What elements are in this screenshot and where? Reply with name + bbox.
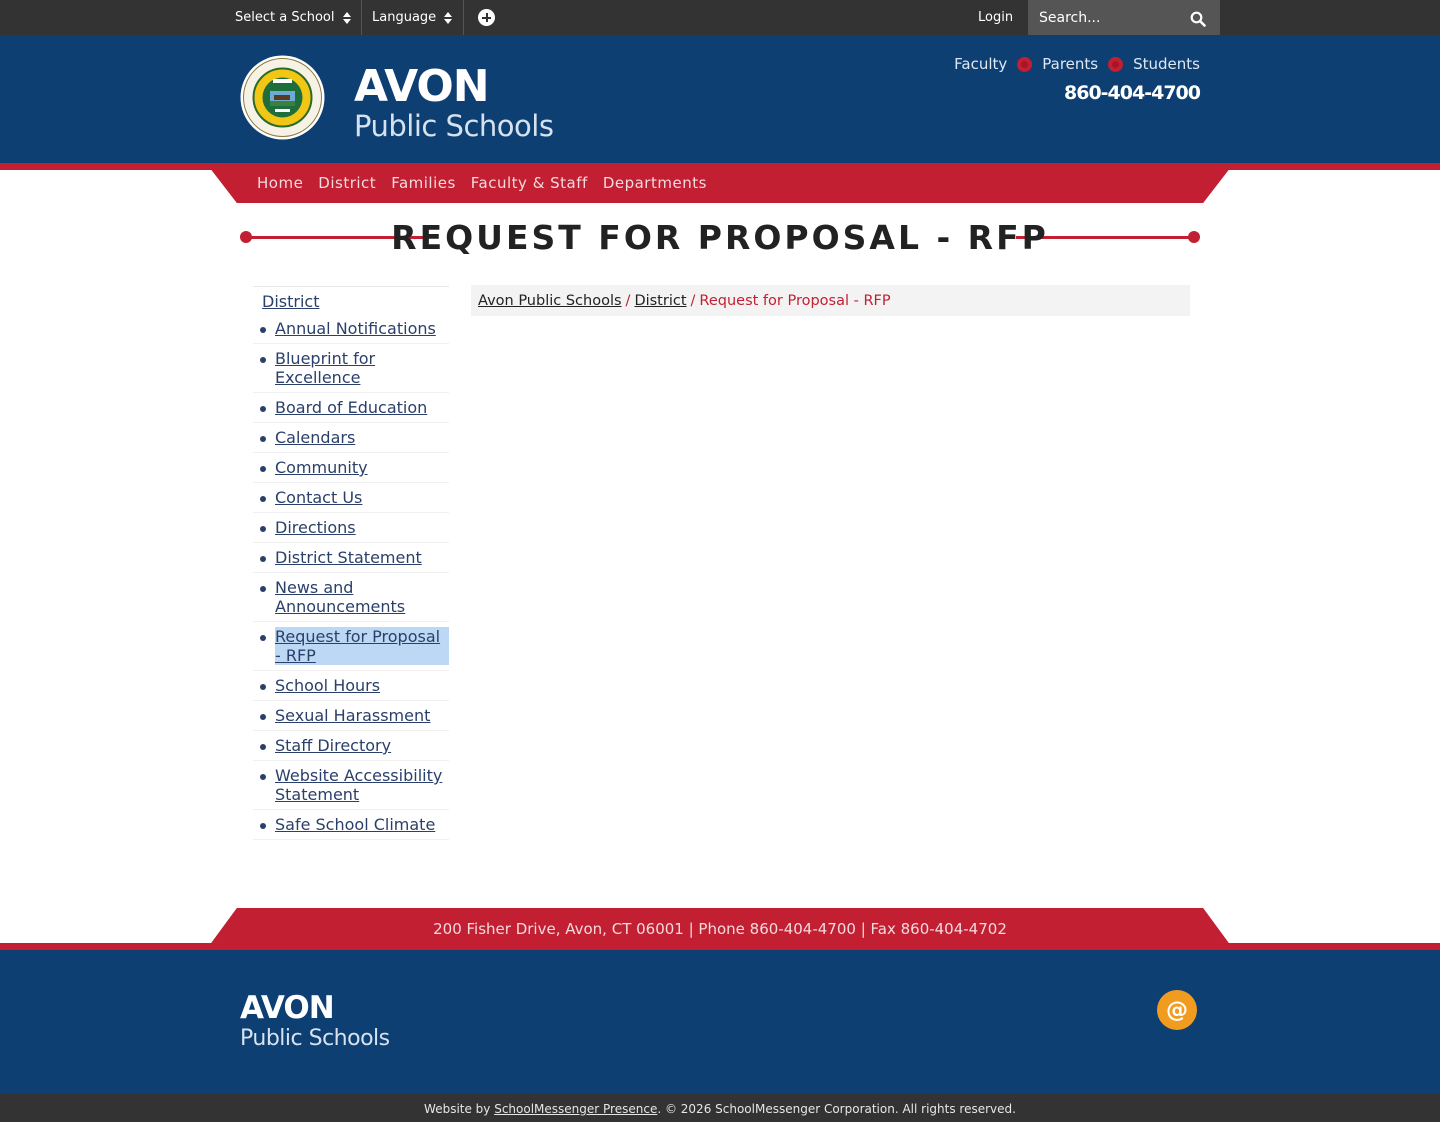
search-input[interactable] [1028,10,1178,26]
breadcrumb-current: Request for Proposal - RFP [699,292,891,309]
sidebar-item-directions[interactable]: Directions [275,518,356,537]
sort-arrows-icon [343,12,351,24]
bullet-icon [260,496,266,502]
page-title-row [240,217,1200,257]
breadcrumb [471,285,1190,316]
breadcrumb-separator: / [690,292,696,309]
bullet-icon [260,406,266,412]
section-sidebar [253,286,449,840]
main-nav [257,163,707,203]
students-link[interactable]: Students [1133,55,1200,73]
sidebar-item-blueprint[interactable]: Blueprint for Excellence [275,349,376,387]
district-seal-logo[interactable] [240,55,325,140]
list-item [253,731,449,761]
utility-bar [0,0,1440,35]
email-icon[interactable]: @ [1157,990,1197,1030]
page-title: REQUEST FOR PROPOSAL - RFP [391,218,1049,257]
breadcrumb-separator: / [625,292,631,309]
list-item [253,344,449,393]
list-item [253,543,449,573]
sidebar-item-staff-directory[interactable]: Staff Directory [275,736,392,755]
site-header [0,35,1440,163]
sidebar-item-community[interactable]: Community [275,458,368,477]
list-item [253,573,449,622]
bullet-circle-icon [1108,57,1123,72]
sidebar-heading-district[interactable]: District [262,292,320,311]
district-phone: 860-404-4700 [1064,82,1200,104]
bullet-icon [260,714,266,720]
nav-home[interactable]: Home [257,174,304,192]
nav-faculty-staff[interactable]: Faculty & Staff [470,174,588,192]
bullet-circle-icon [1017,57,1032,72]
sidebar-item-board-of-education[interactable]: Board of Education [275,398,428,417]
search-icon[interactable] [1190,11,1206,27]
quick-links-button[interactable] [478,0,495,35]
login-link[interactable] [978,0,1013,35]
bullet-icon [260,556,266,562]
bullet-icon [260,357,266,363]
list-item [253,314,449,344]
footer-brand-subtitle: Public Schools [240,1026,390,1051]
language-selector[interactable] [372,0,452,35]
breadcrumb-district[interactable]: District [634,292,687,309]
bullet-icon [260,466,266,472]
list-item [253,483,449,513]
sidebar-item-school-hours[interactable]: School Hours [275,676,381,695]
list-item [253,810,449,840]
sidebar-item-district-statement[interactable]: District Statement [275,548,422,567]
sidebar-item-calendars[interactable]: Calendars [275,428,356,447]
credit-prefix: Website by [424,1102,495,1116]
bullet-icon [260,586,266,592]
bullet-icon [260,684,266,690]
nav-district[interactable]: District [318,174,377,192]
sidebar-item-annual-notifications[interactable]: Annual Notifications [275,319,436,338]
sidebar-item-safe-school-climate[interactable]: Safe School Climate [275,815,436,834]
list-item [253,671,449,701]
bullet-icon [260,436,266,442]
breadcrumb-home[interactable]: Avon Public Schools [478,292,622,309]
sidebar-item-rfp[interactable]: Request for Proposal - RFP [275,627,449,665]
school-selector-label: Select a School [235,10,335,25]
sidebar-item-contact-us[interactable]: Contact Us [275,488,363,507]
site-footer [0,950,1440,1094]
list-item [253,622,449,671]
divider [463,0,464,35]
plus-circle-icon [478,9,495,26]
audience-links [954,55,1200,73]
list-item [253,513,449,543]
bullet-icon [260,823,266,829]
list-item [253,761,449,810]
language-selector-label: Language [372,10,437,25]
school-selector[interactable] [235,0,351,35]
sidebar-item-news[interactable]: News and Announcements [275,578,406,616]
faculty-link[interactable]: Faculty [954,55,1008,73]
login-label: Login [978,10,1014,25]
nav-departments[interactable]: Departments [602,174,707,192]
footer-brand-name: AVON [240,990,334,1026]
bullet-icon [260,327,266,333]
bullet-icon [260,526,266,532]
footer-address: 200 Fisher Drive, Avon, CT 06001 | Phone 860-404-4700 | Fax 860-404-4702 [433,920,1007,938]
sidebar-item-sexual-harassment[interactable]: Sexual Harassment [275,706,431,725]
list-item [253,701,449,731]
parents-link[interactable]: Parents [1042,55,1099,73]
sidebar-list [253,314,449,840]
brand-subtitle[interactable]: Public Schools [354,109,554,143]
search-box [1028,0,1220,35]
divider [361,0,362,35]
list-item [253,393,449,423]
nav-families[interactable]: Families [391,174,456,192]
credit-suffix: . © 2026 SchoolMessenger Corporation. All rights reserved. [657,1102,1016,1116]
sidebar-item-accessibility[interactable]: Website Accessibility Statement [275,766,443,804]
sort-arrows-icon [444,12,452,24]
bullet-icon [260,774,266,780]
bullet-icon [260,635,266,641]
schoolmessenger-link[interactable]: SchoolMessenger Presence [494,1102,658,1116]
bullet-icon [260,744,266,750]
list-item [253,423,449,453]
list-item [253,453,449,483]
copyright-bar [0,1094,1440,1122]
brand-name[interactable]: AVON [354,61,489,112]
